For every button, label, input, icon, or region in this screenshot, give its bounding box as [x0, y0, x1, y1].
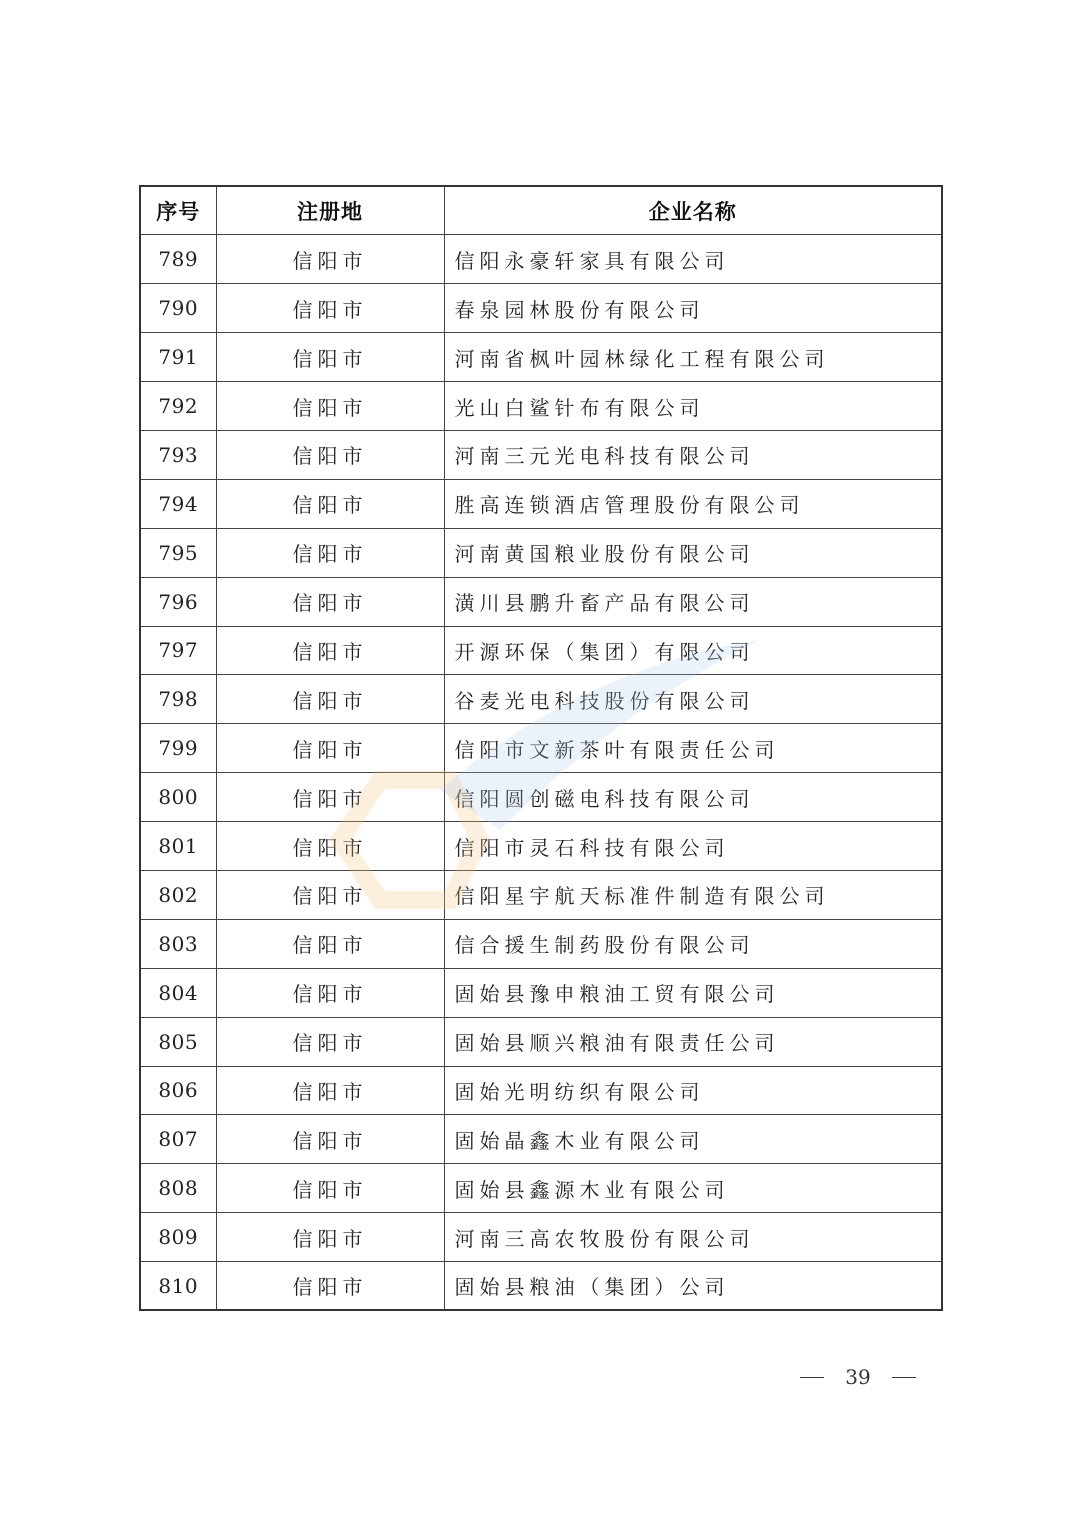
- cell-enterprise-name: 固始晶鑫木业有限公司: [444, 1115, 942, 1164]
- cell-serial-number: 797: [140, 626, 216, 675]
- table-row: [140, 577, 942, 626]
- cell-registered-place: 信阳市: [216, 1066, 444, 1115]
- table-row: [140, 968, 942, 1017]
- header-enterprise-name: 企业名称: [444, 186, 942, 235]
- cell-enterprise-name: 信阳市灵石科技有限公司: [444, 822, 942, 871]
- cell-serial-number: 792: [140, 382, 216, 431]
- cell-enterprise-name: 河南省枫叶园林绿化工程有限公司: [444, 333, 942, 382]
- cell-registered-place: 信阳市: [216, 724, 444, 773]
- cell-enterprise-name: 固始县豫申粮油工贸有限公司: [444, 968, 942, 1017]
- header-registered-place: 注册地: [216, 186, 444, 235]
- cell-serial-number: 805: [140, 1017, 216, 1066]
- cell-serial-number: 807: [140, 1115, 216, 1164]
- table-row: [140, 333, 942, 382]
- cell-enterprise-name: 固始县粮油（集团）公司: [444, 1262, 942, 1311]
- cell-enterprise-name: 信阳市文新茶叶有限责任公司: [444, 724, 942, 773]
- cell-serial-number: 809: [140, 1213, 216, 1262]
- cell-serial-number: 793: [140, 430, 216, 479]
- table-row: [140, 382, 942, 431]
- cell-registered-place: 信阳市: [216, 626, 444, 675]
- table-row: [140, 724, 942, 773]
- cell-serial-number: 808: [140, 1164, 216, 1213]
- table-row: [140, 626, 942, 675]
- cell-enterprise-name: 固始光明纺织有限公司: [444, 1066, 942, 1115]
- cell-registered-place: 信阳市: [216, 333, 444, 382]
- cell-registered-place: 信阳市: [216, 1213, 444, 1262]
- cell-serial-number: 799: [140, 724, 216, 773]
- cell-registered-place: 信阳市: [216, 528, 444, 577]
- cell-registered-place: 信阳市: [216, 235, 444, 284]
- table-row: [140, 528, 942, 577]
- cell-registered-place: 信阳市: [216, 1164, 444, 1213]
- cell-enterprise-name: 固始县鑫源木业有限公司: [444, 1164, 942, 1213]
- cell-registered-place: 信阳市: [216, 919, 444, 968]
- cell-serial-number: 810: [140, 1262, 216, 1311]
- cell-serial-number: 795: [140, 528, 216, 577]
- cell-enterprise-name: 河南三高农牧股份有限公司: [444, 1213, 942, 1262]
- cell-serial-number: 791: [140, 333, 216, 382]
- enterprise-table: [139, 185, 943, 1311]
- table-row: [140, 870, 942, 919]
- cell-enterprise-name: 胜高连锁酒店管理股份有限公司: [444, 479, 942, 528]
- table-row: [140, 1115, 942, 1164]
- cell-registered-place: 信阳市: [216, 870, 444, 919]
- table-row: [140, 675, 942, 724]
- table-header-row: [140, 186, 942, 235]
- cell-enterprise-name: 谷麦光电科技股份有限公司: [444, 675, 942, 724]
- cell-serial-number: 803: [140, 919, 216, 968]
- cell-serial-number: 801: [140, 822, 216, 871]
- cell-registered-place: 信阳市: [216, 822, 444, 871]
- table-row: [140, 479, 942, 528]
- cell-enterprise-name: 开源环保（集团）有限公司: [444, 626, 942, 675]
- table-row: [140, 919, 942, 968]
- cell-enterprise-name: 固始县顺兴粮油有限责任公司: [444, 1017, 942, 1066]
- table-row: [140, 822, 942, 871]
- table-row: [140, 1066, 942, 1115]
- cell-serial-number: 794: [140, 479, 216, 528]
- cell-serial-number: 806: [140, 1066, 216, 1115]
- cell-registered-place: 信阳市: [216, 284, 444, 333]
- cell-enterprise-name: 潢川县鹏升畜产品有限公司: [444, 577, 942, 626]
- cell-registered-place: 信阳市: [216, 382, 444, 431]
- cell-registered-place: 信阳市: [216, 430, 444, 479]
- table-row: [140, 235, 942, 284]
- cell-registered-place: 信阳市: [216, 479, 444, 528]
- cell-registered-place: 信阳市: [216, 1115, 444, 1164]
- cell-serial-number: 796: [140, 577, 216, 626]
- table-row: [140, 284, 942, 333]
- cell-enterprise-name: 河南三元光电科技有限公司: [444, 430, 942, 479]
- cell-enterprise-name: 光山白鲨针布有限公司: [444, 382, 942, 431]
- cell-serial-number: 789: [140, 235, 216, 284]
- cell-enterprise-name: 春泉园林股份有限公司: [444, 284, 942, 333]
- cell-serial-number: 804: [140, 968, 216, 1017]
- page-number-left-dash: [800, 1377, 824, 1378]
- cell-registered-place: 信阳市: [216, 773, 444, 822]
- cell-enterprise-name: 信阳永豪轩家具有限公司: [444, 235, 942, 284]
- cell-serial-number: 800: [140, 773, 216, 822]
- table-row: [140, 1017, 942, 1066]
- page-number-value: 39: [845, 1365, 871, 1389]
- table-body: [140, 235, 942, 1311]
- header-serial-number: 序号: [140, 186, 216, 235]
- table-row: [140, 430, 942, 479]
- cell-registered-place: 信阳市: [216, 1262, 444, 1311]
- cell-enterprise-name: 信合援生制药股份有限公司: [444, 919, 942, 968]
- cell-registered-place: 信阳市: [216, 1017, 444, 1066]
- cell-serial-number: 798: [140, 675, 216, 724]
- cell-enterprise-name: 信阳星宇航天标准件制造有限公司: [444, 870, 942, 919]
- table-row: [140, 1164, 942, 1213]
- cell-enterprise-name: 河南黄国粮业股份有限公司: [444, 528, 942, 577]
- table-row: [140, 1213, 942, 1262]
- cell-registered-place: 信阳市: [216, 675, 444, 724]
- cell-registered-place: 信阳市: [216, 968, 444, 1017]
- cell-serial-number: 790: [140, 284, 216, 333]
- table-row: [140, 773, 942, 822]
- cell-serial-number: 802: [140, 870, 216, 919]
- page-number: [800, 1362, 916, 1392]
- table-row: [140, 1262, 942, 1311]
- cell-registered-place: 信阳市: [216, 577, 444, 626]
- page-number-right-dash: [892, 1377, 916, 1378]
- cell-enterprise-name: 信阳圆创磁电科技有限公司: [444, 773, 942, 822]
